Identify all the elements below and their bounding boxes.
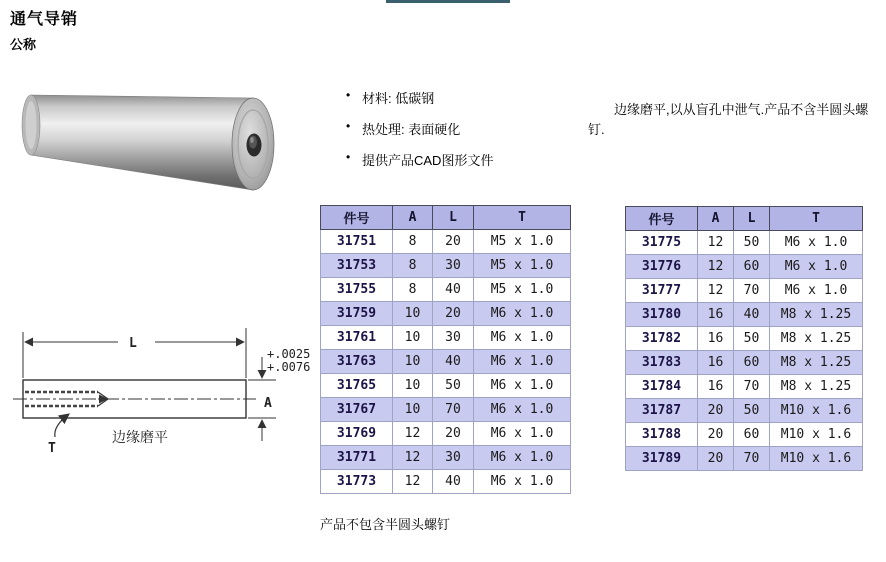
value-cell: M6 x 1.0 (474, 470, 571, 494)
part-number-cell: 31776 (626, 255, 698, 279)
value-cell: M10 x 1.6 (770, 423, 863, 447)
table-row (321, 470, 571, 494)
table-row (626, 231, 863, 255)
value-cell: 8 (393, 230, 433, 254)
table-row (626, 375, 863, 399)
page-title: 通气导销 (10, 11, 79, 28)
value-cell: 16 (698, 327, 734, 351)
value-cell: M6 x 1.0 (770, 231, 863, 255)
value-cell: 10 (393, 374, 433, 398)
bullet-heat-treatment-label: 热处理: 表面硬化 (362, 122, 461, 137)
vent-note-paragraph: 边缘磨平,以从盲孔中泄气.产品不含半圆头螺钉. (588, 102, 869, 137)
part-number-cell: 31777 (626, 279, 698, 303)
value-cell: M8 x 1.25 (770, 327, 863, 351)
col-header-t: T (770, 207, 863, 231)
col-header-l: L (734, 207, 770, 231)
value-cell: M6 x 1.0 (474, 422, 571, 446)
tolerance-upper: +.0025 (267, 347, 311, 361)
value-cell: 60 (734, 255, 770, 279)
table-row (321, 326, 571, 350)
table-row (321, 422, 571, 446)
part-number-cell: 31751 (321, 230, 393, 254)
spec-bullet-list (346, 88, 493, 181)
value-cell: 50 (734, 399, 770, 423)
col-header-t: T (474, 206, 571, 230)
value-cell: 20 (698, 423, 734, 447)
value-cell: 50 (433, 374, 474, 398)
part-number-cell: 31755 (321, 278, 393, 302)
value-cell: 70 (734, 447, 770, 471)
part-number-cell: 31759 (321, 302, 393, 326)
footer-note: 产品不包含半圆头螺钉 (320, 517, 451, 532)
table-row (626, 447, 863, 471)
value-cell: 12 (698, 279, 734, 303)
thread-label: T (48, 441, 56, 456)
page-subtitle: 公称 (10, 37, 37, 52)
part-number-cell: 31767 (321, 398, 393, 422)
value-cell: 10 (393, 326, 433, 350)
table-row (321, 446, 571, 470)
technical-drawing (10, 325, 320, 470)
part-number-cell: 31769 (321, 422, 393, 446)
value-cell: 10 (393, 398, 433, 422)
value-cell: 60 (734, 351, 770, 375)
bullet-heat-treatment (346, 119, 493, 137)
value-cell: 12 (698, 231, 734, 255)
part-number-cell: 31783 (626, 351, 698, 375)
part-number-cell: 31765 (321, 374, 393, 398)
spec-table-right (625, 206, 863, 471)
value-cell: 16 (698, 351, 734, 375)
table-row (321, 350, 571, 374)
value-cell: 20 (698, 399, 734, 423)
value-cell: 20 (433, 422, 474, 446)
value-cell: M8 x 1.25 (770, 351, 863, 375)
value-cell: 70 (734, 375, 770, 399)
steel-pin-image (22, 95, 274, 190)
value-cell: M8 x 1.25 (770, 303, 863, 327)
table-header-row (626, 207, 863, 231)
value-cell: 10 (393, 302, 433, 326)
bullet-icon: • (346, 88, 351, 102)
col-header-part-number: 件号 (321, 206, 393, 230)
col-header-part-number: 件号 (626, 207, 698, 231)
value-cell: 40 (433, 470, 474, 494)
value-cell: 20 (433, 302, 474, 326)
value-cell: 12 (698, 255, 734, 279)
table-row (626, 423, 863, 447)
table-row (626, 351, 863, 375)
diameter-label: A (264, 396, 272, 411)
tolerance-lower: +.0076 (267, 360, 311, 374)
table-row (321, 254, 571, 278)
value-cell: M6 x 1.0 (770, 255, 863, 279)
value-cell: M6 x 1.0 (474, 302, 571, 326)
bullet-material-label: 材料: 低碳钢 (362, 91, 435, 106)
value-cell: 50 (734, 231, 770, 255)
value-cell: M6 x 1.0 (474, 446, 571, 470)
value-cell: 40 (734, 303, 770, 327)
table-row (321, 398, 571, 422)
value-cell: M10 x 1.6 (770, 399, 863, 423)
edge-ground-note: 边缘磨平 (112, 430, 168, 446)
table-row (626, 399, 863, 423)
col-header-a: A (698, 207, 734, 231)
value-cell: 8 (393, 254, 433, 278)
part-number-cell: 31782 (626, 327, 698, 351)
part-number-cell: 31763 (321, 350, 393, 374)
part-number-cell: 31788 (626, 423, 698, 447)
bullet-icon: • (346, 119, 351, 133)
value-cell: 10 (393, 350, 433, 374)
value-cell: M6 x 1.0 (474, 374, 571, 398)
table-row (626, 303, 863, 327)
part-number-cell: 31773 (321, 470, 393, 494)
value-cell: M10 x 1.6 (770, 447, 863, 471)
pin-side-view (13, 328, 276, 441)
bullet-icon: • (346, 150, 351, 164)
value-cell: 16 (698, 303, 734, 327)
value-cell: M5 x 1.0 (474, 230, 571, 254)
value-cell: 20 (433, 230, 474, 254)
table-header-row (321, 206, 571, 230)
value-cell: 50 (734, 327, 770, 351)
part-number-cell: 31780 (626, 303, 698, 327)
part-number-cell: 31753 (321, 254, 393, 278)
spec-table-left (320, 205, 571, 494)
value-cell: M8 x 1.25 (770, 375, 863, 399)
value-cell: 12 (393, 446, 433, 470)
bullet-cad-files (346, 150, 494, 168)
product-photo (15, 72, 305, 222)
part-number-cell: 31775 (626, 231, 698, 255)
part-number-cell: 31771 (321, 446, 393, 470)
value-cell: 40 (433, 350, 474, 374)
value-cell: 30 (433, 446, 474, 470)
value-cell: 70 (734, 279, 770, 303)
value-cell: M6 x 1.0 (474, 326, 571, 350)
part-number-cell: 31789 (626, 447, 698, 471)
part-number-cell: 31761 (321, 326, 393, 350)
top-nav-bar-fragment (386, 0, 510, 3)
bullet-cad-files-label: 提供产品CAD图形文件 (362, 153, 494, 168)
length-label: L (129, 336, 137, 351)
value-cell: 70 (433, 398, 474, 422)
value-cell: M5 x 1.0 (474, 278, 571, 302)
part-number-cell: 31787 (626, 399, 698, 423)
part-number-cell: 31784 (626, 375, 698, 399)
value-cell: 20 (698, 447, 734, 471)
table-row (321, 278, 571, 302)
bullet-material (346, 88, 493, 106)
value-cell: 30 (433, 254, 474, 278)
value-cell: M6 x 1.0 (474, 398, 571, 422)
value-cell: 40 (433, 278, 474, 302)
col-header-l: L (433, 206, 474, 230)
value-cell: M5 x 1.0 (474, 254, 571, 278)
table-row (626, 279, 863, 303)
table-row (321, 230, 571, 254)
table-row (626, 255, 863, 279)
col-header-a: A (393, 206, 433, 230)
value-cell: 16 (698, 375, 734, 399)
value-cell: 12 (393, 470, 433, 494)
table-row (321, 374, 571, 398)
value-cell: 30 (433, 326, 474, 350)
value-cell: M6 x 1.0 (770, 279, 863, 303)
value-cell: 12 (393, 422, 433, 446)
table-row (626, 327, 863, 351)
value-cell: 60 (734, 423, 770, 447)
table-row (321, 302, 571, 326)
value-cell: 8 (393, 278, 433, 302)
value-cell: M6 x 1.0 (474, 350, 571, 374)
